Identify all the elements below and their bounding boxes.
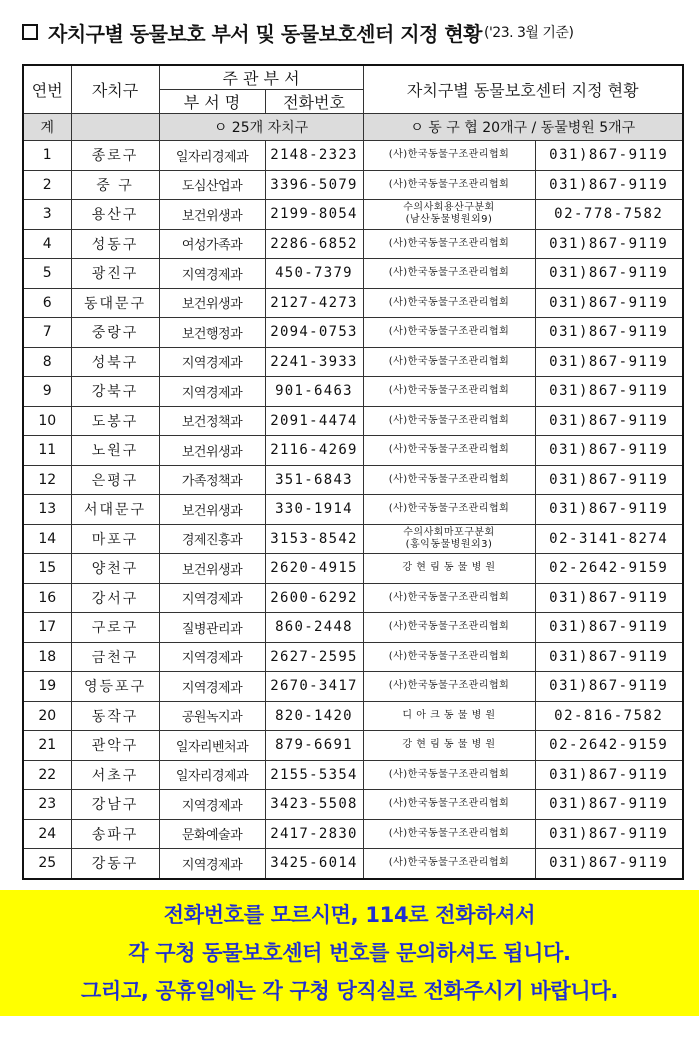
table-row	[23, 141, 683, 171]
row-dept-phone: 820-1420	[265, 701, 363, 731]
row-center-line-1: (사)한국동물구조관리협회	[388, 680, 510, 692]
row-center-line-1: (사)한국동물구조관리협회	[388, 473, 510, 485]
notice-banner	[0, 890, 699, 1016]
row-center-line-1: (사)한국동물구조관리협회	[388, 178, 510, 190]
row-dept-phone: 2627-2595	[265, 642, 363, 672]
row-gu: 양천구	[71, 554, 159, 584]
row-dept-phone: 2127-4273	[265, 288, 363, 318]
row-center-line-2: (홍익동물병원외3)	[405, 538, 493, 550]
table-row	[23, 436, 683, 466]
row-center-phone: 031)867-9119	[535, 347, 683, 377]
row-center-line-1: (사)한국동물구조관리협회	[388, 591, 510, 603]
row-dept: 보건행정과	[159, 318, 265, 348]
row-dept: 보건위생과	[159, 495, 265, 525]
notice-line-1: 전화번호를 모르시면, 114로 전화하셔서	[163, 903, 536, 927]
row-gu: 서초구	[71, 760, 159, 790]
row-gu: 광진구	[71, 259, 159, 289]
row-gu: 강동구	[71, 849, 159, 879]
row-gu: 강북구	[71, 377, 159, 407]
row-dept-phone: 2155-5354	[265, 760, 363, 790]
table-row	[23, 406, 683, 436]
row-no: 11	[23, 436, 71, 466]
row-center-phone: 02-2642-9159	[535, 554, 683, 584]
row-center	[363, 642, 535, 672]
row-center	[363, 524, 535, 554]
row-no: 12	[23, 465, 71, 495]
row-center	[363, 701, 535, 731]
row-gu: 관악구	[71, 731, 159, 761]
row-no: 8	[23, 347, 71, 377]
row-center	[363, 377, 535, 407]
row-center-phone: 031)867-9119	[535, 613, 683, 643]
row-center-line-1: (사)한국동물구조관리협회	[388, 444, 510, 456]
table-row	[23, 554, 683, 584]
row-dept: 공원녹지과	[159, 701, 265, 731]
row-center-line-1: (사)한국동물구조관리협회	[388, 650, 510, 662]
row-dept-phone: 330-1914	[265, 495, 363, 525]
row-center-phone: 031)867-9119	[535, 642, 683, 672]
row-no: 19	[23, 672, 71, 702]
row-center-line-1: 강 현 림 동 물 병 원	[402, 562, 496, 574]
row-dept-phone: 2600-6292	[265, 583, 363, 613]
header-gu: 자치구	[71, 65, 159, 114]
row-no: 9	[23, 377, 71, 407]
row-center-phone: 031)867-9119	[535, 229, 683, 259]
row-center-line-1: (사)한국동물구조관리협회	[388, 827, 510, 839]
row-dept: 지역경제과	[159, 583, 265, 613]
table-row	[23, 170, 683, 200]
row-center-line-1: (사)한국동물구조관리협회	[388, 768, 510, 780]
row-center-phone: 02-778-7582	[535, 200, 683, 230]
row-center-phone: 031)867-9119	[535, 672, 683, 702]
table-row	[23, 642, 683, 672]
row-gu: 중 구	[71, 170, 159, 200]
row-dept-phone: 2199-8054	[265, 200, 363, 230]
row-gu: 중랑구	[71, 318, 159, 348]
row-center-phone: 031)867-9119	[535, 141, 683, 171]
table-row	[23, 731, 683, 761]
row-dept: 일자리벤처과	[159, 731, 265, 761]
row-center	[363, 465, 535, 495]
row-center	[363, 347, 535, 377]
row-center-phone: 031)867-9119	[535, 849, 683, 879]
row-no: 6	[23, 288, 71, 318]
row-center	[363, 760, 535, 790]
row-dept: 지역경제과	[159, 672, 265, 702]
row-dept: 여성가족과	[159, 229, 265, 259]
row-center-line-1: 강 현 림 동 물 병 원	[402, 739, 496, 751]
row-center-phone: 02-3141-8274	[535, 524, 683, 554]
row-center-phone: 031)867-9119	[535, 495, 683, 525]
row-center	[363, 436, 535, 466]
row-dept-phone: 2286-6852	[265, 229, 363, 259]
row-center	[363, 672, 535, 702]
row-dept-phone: 2241-3933	[265, 347, 363, 377]
title-main: 자치구별 동물보호 부서 및 동물보호센터 지정 현황	[48, 21, 482, 46]
row-dept: 일자리경제과	[159, 141, 265, 171]
row-gu: 마포구	[71, 524, 159, 554]
notice-line-2: 각 구청 동물보호센터 번호를 문의하셔도 됩니다.	[128, 941, 571, 965]
row-center-line-1: (사)한국동물구조관리협회	[388, 149, 510, 161]
row-center	[363, 790, 535, 820]
row-center	[363, 170, 535, 200]
row-dept: 일자리경제과	[159, 760, 265, 790]
table-row	[23, 672, 683, 702]
table-row	[23, 495, 683, 525]
row-center	[363, 406, 535, 436]
header-dept-group: 주 관 부 서	[159, 65, 363, 90]
row-dept: 지역경제과	[159, 347, 265, 377]
table-row	[23, 347, 683, 377]
row-center	[363, 318, 535, 348]
row-dept: 지역경제과	[159, 259, 265, 289]
table-row	[23, 259, 683, 289]
row-center-line-1: (사)한국동물구조관리협회	[388, 385, 510, 397]
header-dept-phone: 전화번호	[265, 90, 363, 114]
row-center-line-1: (사)한국동물구조관리협회	[388, 503, 510, 515]
row-no: 17	[23, 613, 71, 643]
table-row	[23, 465, 683, 495]
row-center-phone: 031)867-9119	[535, 259, 683, 289]
row-dept: 가족정책과	[159, 465, 265, 495]
document-title	[22, 14, 692, 50]
row-gu: 노원구	[71, 436, 159, 466]
row-no: 16	[23, 583, 71, 613]
row-dept-phone: 3423-5508	[265, 790, 363, 820]
row-dept: 보건위생과	[159, 436, 265, 466]
table-row	[23, 760, 683, 790]
title-date-note: ('23. 3월 기준)	[484, 25, 574, 41]
row-center-phone: 031)867-9119	[535, 583, 683, 613]
row-center-phone: 031)867-9119	[535, 406, 683, 436]
row-gu: 구로구	[71, 613, 159, 643]
row-gu: 성동구	[71, 229, 159, 259]
row-gu: 강서구	[71, 583, 159, 613]
row-center	[363, 554, 535, 584]
table-row	[23, 229, 683, 259]
row-gu: 종로구	[71, 141, 159, 171]
row-center-line-1: (사)한국동물구조관리협회	[388, 267, 510, 279]
row-dept-phone: 3153-8542	[265, 524, 363, 554]
row-center-phone: 031)867-9119	[535, 819, 683, 849]
row-dept-phone: 3396-5079	[265, 170, 363, 200]
row-dept: 보건정책과	[159, 406, 265, 436]
row-center-line-1: (사)한국동물구조관리협회	[388, 857, 510, 869]
row-center-phone: 02-816-7582	[535, 701, 683, 731]
table-row	[23, 200, 683, 230]
row-no: 18	[23, 642, 71, 672]
row-dept-phone: 351-6843	[265, 465, 363, 495]
row-no: 22	[23, 760, 71, 790]
row-gu: 동작구	[71, 701, 159, 731]
row-center	[363, 495, 535, 525]
row-dept: 보건위생과	[159, 200, 265, 230]
row-gu: 용산구	[71, 200, 159, 230]
row-center-phone: 02-2642-9159	[535, 731, 683, 761]
header-center-group: 자치구별 동물보호센터 지정 현황	[363, 65, 683, 114]
row-center-phone: 031)867-9119	[535, 436, 683, 466]
row-no: 10	[23, 406, 71, 436]
row-dept-phone: 2148-2323	[265, 141, 363, 171]
row-dept-phone: 2670-3417	[265, 672, 363, 702]
row-dept-phone: 901-6463	[265, 377, 363, 407]
header-no: 연번	[23, 65, 71, 114]
row-center	[363, 141, 535, 171]
row-center-phone: 031)867-9119	[535, 760, 683, 790]
row-gu: 금천구	[71, 642, 159, 672]
row-no: 23	[23, 790, 71, 820]
table-row	[23, 701, 683, 731]
row-no: 13	[23, 495, 71, 525]
row-gu: 은평구	[71, 465, 159, 495]
table-row	[23, 318, 683, 348]
row-dept: 경제진흥과	[159, 524, 265, 554]
row-dept-phone: 2116-4269	[265, 436, 363, 466]
row-dept: 보건위생과	[159, 288, 265, 318]
row-gu: 동대문구	[71, 288, 159, 318]
row-dept-phone: 860-2448	[265, 613, 363, 643]
row-center	[363, 583, 535, 613]
row-center-line-1: 수의사회마포구분회	[403, 526, 495, 538]
row-gu: 도봉구	[71, 406, 159, 436]
row-center	[363, 731, 535, 761]
row-center-phone: 031)867-9119	[535, 465, 683, 495]
header-dept-name: 부 서 명	[159, 90, 265, 114]
total-center-summary: ㅇ 동 구 협 20개구 / 동물병원 5개구	[363, 114, 683, 141]
total-gu-spacer	[71, 114, 159, 141]
row-dept-phone: 2417-2830	[265, 819, 363, 849]
row-dept: 지역경제과	[159, 642, 265, 672]
row-dept-phone: 2094-0753	[265, 318, 363, 348]
row-center-line-1: (사)한국동물구조관리협회	[388, 237, 510, 249]
table-row	[23, 524, 683, 554]
row-no: 4	[23, 229, 71, 259]
row-center-line-1: (사)한국동물구조관리협회	[388, 414, 510, 426]
row-no: 24	[23, 819, 71, 849]
row-no: 5	[23, 259, 71, 289]
row-gu: 성북구	[71, 347, 159, 377]
checkbox-square-icon	[22, 24, 38, 40]
row-dept: 질병관리과	[159, 613, 265, 643]
row-center	[363, 288, 535, 318]
table-row	[23, 790, 683, 820]
row-dept-phone: 879-6691	[265, 731, 363, 761]
row-center-line-1: (사)한국동물구조관리협회	[388, 355, 510, 367]
row-center	[363, 613, 535, 643]
row-center	[363, 849, 535, 879]
row-dept-phone: 2620-4915	[265, 554, 363, 584]
table-row	[23, 819, 683, 849]
row-center	[363, 259, 535, 289]
row-center-phone: 031)867-9119	[535, 790, 683, 820]
row-center-phone: 031)867-9119	[535, 288, 683, 318]
row-center	[363, 200, 535, 230]
row-center-phone: 031)867-9119	[535, 170, 683, 200]
row-gu: 송파구	[71, 819, 159, 849]
row-dept: 지역경제과	[159, 849, 265, 879]
row-no: 2	[23, 170, 71, 200]
row-no: 21	[23, 731, 71, 761]
row-no: 14	[23, 524, 71, 554]
row-dept: 지역경제과	[159, 790, 265, 820]
row-center	[363, 819, 535, 849]
row-no: 15	[23, 554, 71, 584]
row-no: 7	[23, 318, 71, 348]
table-row	[23, 377, 683, 407]
row-gu: 서대문구	[71, 495, 159, 525]
row-no: 20	[23, 701, 71, 731]
table-row	[23, 583, 683, 613]
row-gu: 영등포구	[71, 672, 159, 702]
table-row	[23, 849, 683, 879]
table-row	[23, 288, 683, 318]
row-no: 25	[23, 849, 71, 879]
row-center-line-1: 디 아 크 동 물 병 원	[402, 709, 496, 721]
status-table	[22, 64, 684, 880]
row-no: 1	[23, 141, 71, 171]
total-gu-summary: ㅇ 25개 자치구	[159, 114, 363, 141]
total-label: 계	[23, 114, 71, 141]
row-dept-phone: 450-7379	[265, 259, 363, 289]
row-dept-phone: 3425-6014	[265, 849, 363, 879]
row-center-line-1: (사)한국동물구조관리협회	[388, 621, 510, 633]
row-center-line-1: (사)한국동물구조관리협회	[388, 798, 510, 810]
row-center-line-1: (사)한국동물구조관리협회	[388, 296, 510, 308]
row-dept: 보건위생과	[159, 554, 265, 584]
notice-line-3: 그리고, 공휴일에는 각 구청 당직실로 전화주시기 바랍니다.	[80, 979, 619, 1003]
row-center-line-1: 수의사회용산구분회	[403, 202, 495, 214]
row-dept: 도심산업과	[159, 170, 265, 200]
row-center-phone: 031)867-9119	[535, 377, 683, 407]
row-gu: 강남구	[71, 790, 159, 820]
table-row	[23, 613, 683, 643]
row-center	[363, 229, 535, 259]
row-no: 3	[23, 200, 71, 230]
row-dept: 지역경제과	[159, 377, 265, 407]
row-center-line-1: (사)한국동물구조관리협회	[388, 326, 510, 338]
row-dept: 문화예술과	[159, 819, 265, 849]
row-center-line-2: (남산동물병원외9)	[405, 214, 493, 226]
row-center-phone: 031)867-9119	[535, 318, 683, 348]
row-dept-phone: 2091-4474	[265, 406, 363, 436]
